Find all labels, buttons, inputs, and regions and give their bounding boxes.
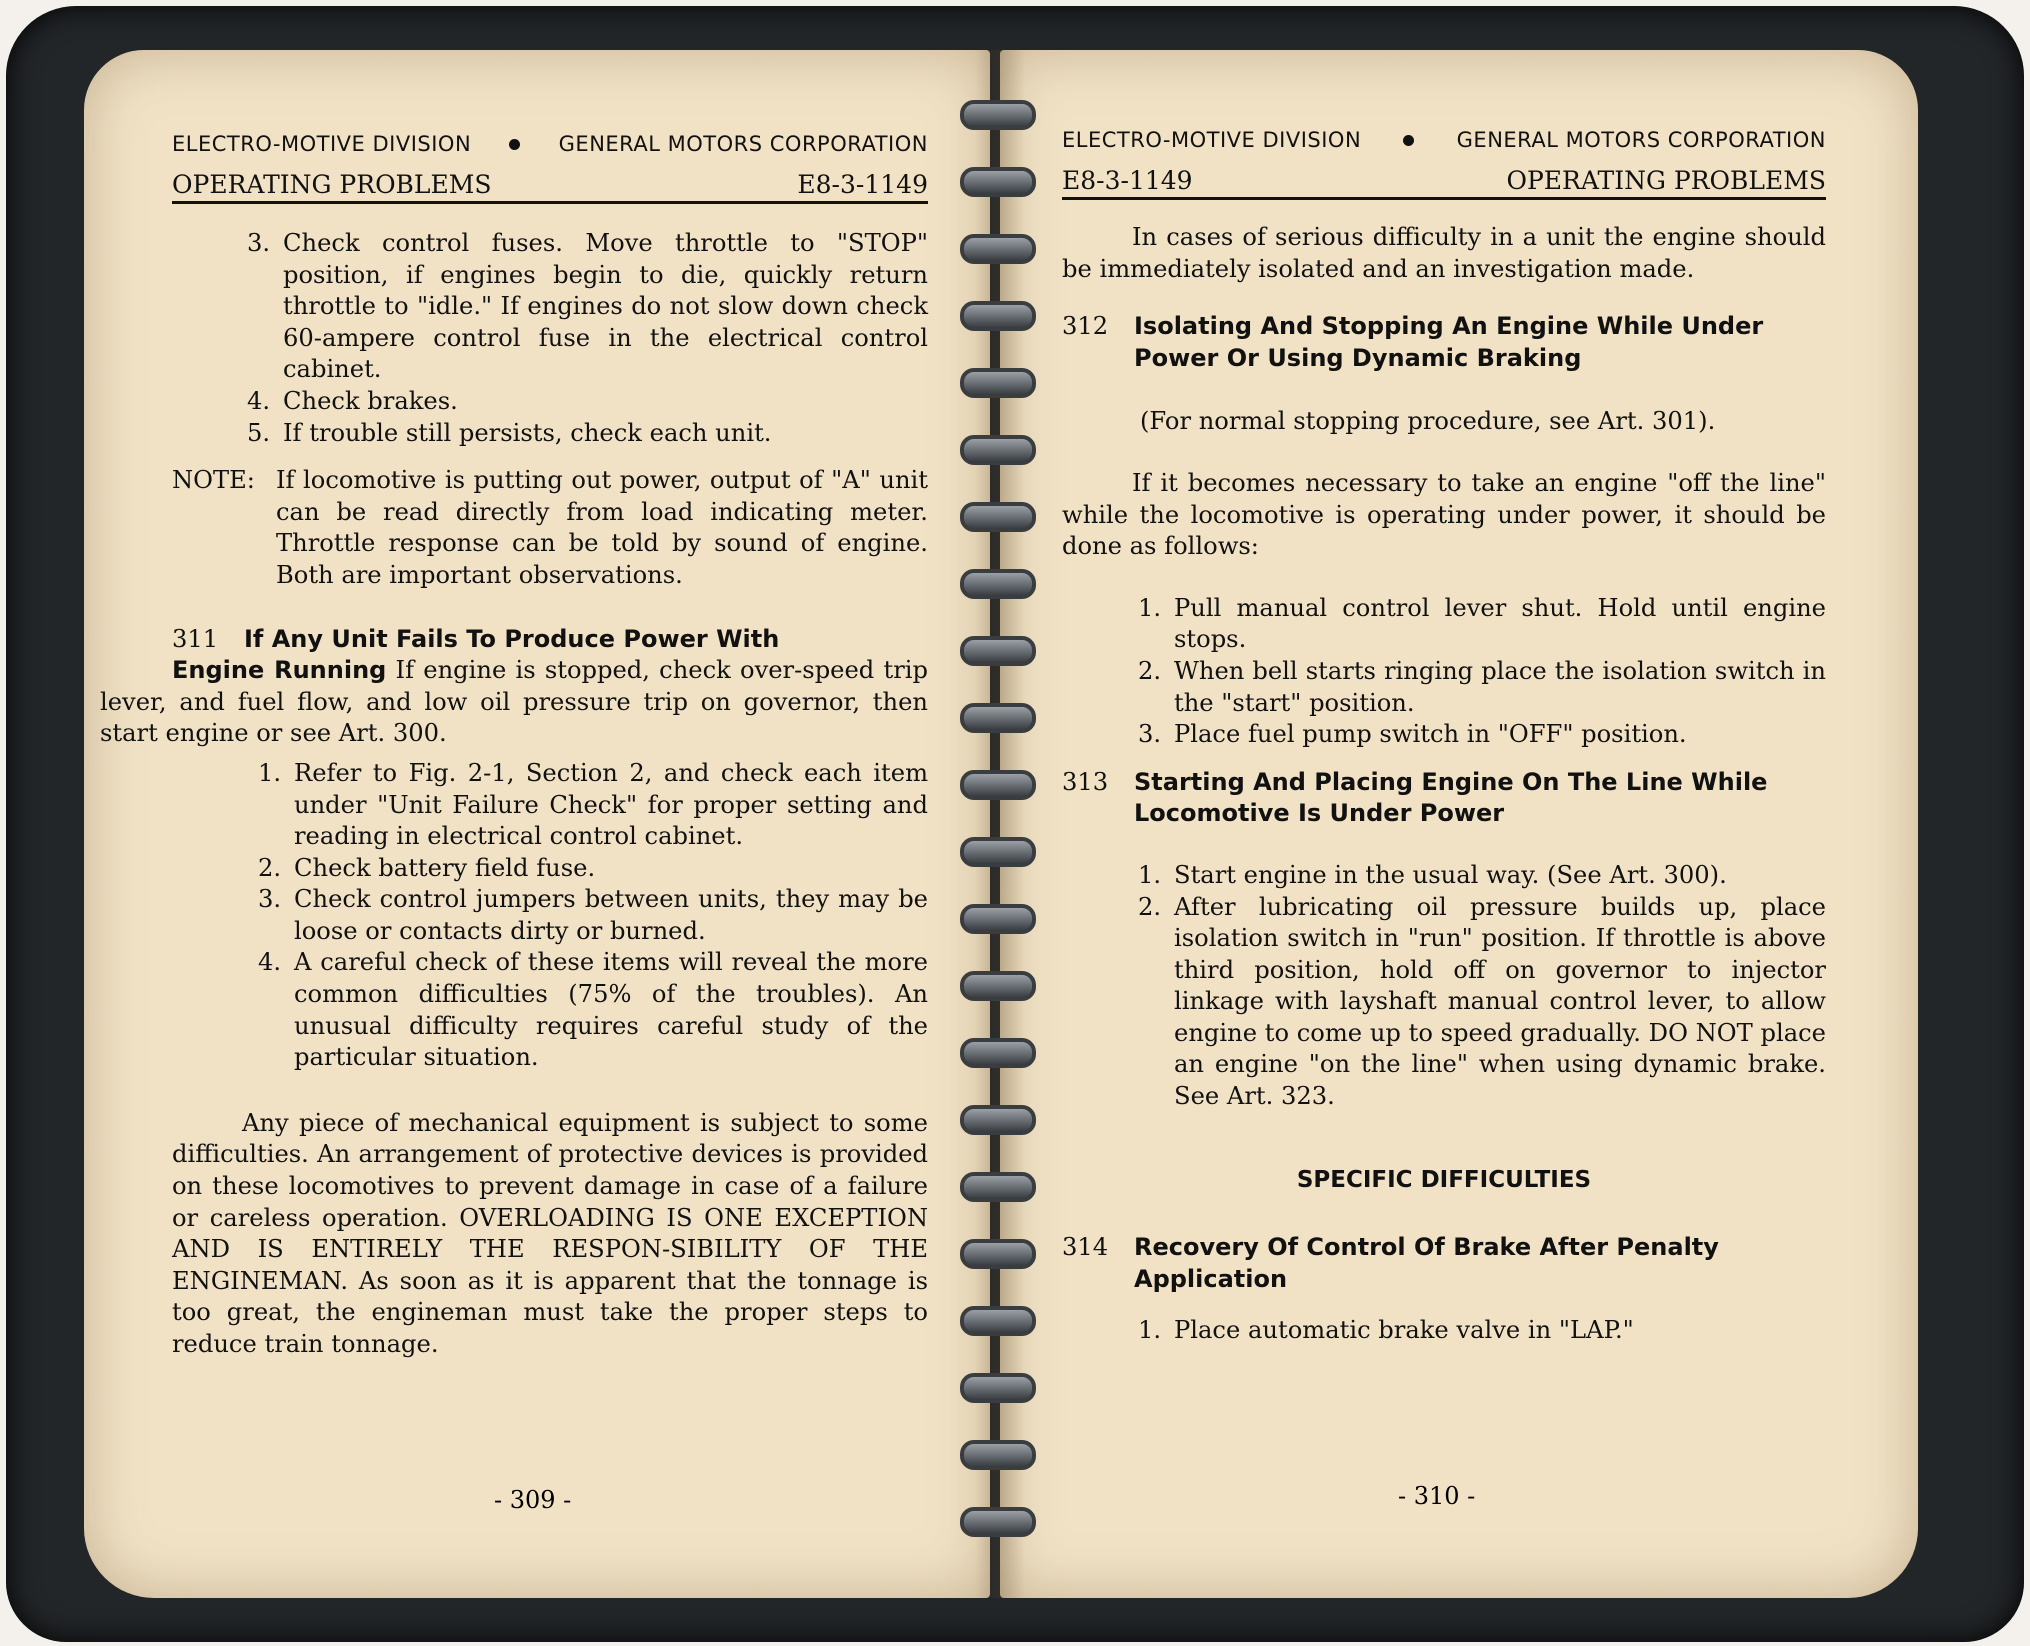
list-item: 3. Place fuel pump switch in "OFF" position. (1138, 720, 1687, 749)
left-running-header (172, 132, 928, 156)
spiral-coil (960, 301, 1036, 331)
list-item: 3. Check control fuses. Move throttle to "STOP" position, if engines begin to die, quickly return throttle to "idle." If engines do not slow down check 60-ampere control fuse in the electrical control cabinet. (247, 229, 928, 384)
left-page-content (100, 132, 928, 1361)
spiral-coil (960, 1105, 1036, 1135)
division-label: ELECTRO-MOTIVE DIVISION (1062, 128, 1362, 152)
list-item: 5. If trouble still persists, check each unit. (247, 418, 772, 447)
section-313-list (1062, 860, 1826, 1113)
spiral-coil (960, 1507, 1036, 1537)
spiral-coil (960, 703, 1036, 733)
document-code: E8-3-1149 (1062, 166, 1193, 195)
section-number: 311 (172, 624, 219, 653)
spiral-binding (960, 100, 1036, 1550)
right-section-header (1062, 166, 1826, 200)
left-top-list (172, 228, 928, 449)
note-text: If locomotive is putting out power, output of "A" unit can be read directly from load indicating meter. Throttle response can be told by sound of engine. Both are important observations. (276, 466, 928, 589)
list-item: 1. Refer to Fig. 2-1, Section 2, and check each item under "Unit Failure Check" for proper setting and reading in electrical control cabinet. (258, 758, 928, 851)
spiral-coil (960, 435, 1036, 465)
section-312 (1062, 311, 1826, 374)
spiral-coil (960, 1306, 1036, 1336)
left-page-number: - 309 - (494, 1486, 572, 1514)
spiral-coil (960, 1440, 1036, 1470)
section-311-text: Engine Running If engine is stopped, check over-speed trip lever, and fuel flow, and low oil pressure trip on governor, then start engine or see Art. 300. (100, 656, 928, 748)
list-item: 2. After lubricating oil pressure builds up, place isolation switch in "run" position. If throttle is above third position, hold off on governor to injector linkage with layshaft manual control lever, to allow engine to come up to speed gradually. DO NOT place an engine "on the line" when using dynamic brake. See Art. 323. (1138, 892, 1826, 1111)
list-item: 1. Place automatic brake valve in "LAP." (1138, 1316, 1634, 1345)
spiral-coil (960, 904, 1036, 934)
spiral-coil (960, 837, 1036, 867)
section-heading: If Any Unit Fails To Produce Power With (244, 624, 780, 653)
bullet-dot (509, 139, 520, 150)
section-number: 312 (1062, 312, 1109, 341)
spiral-coil (960, 569, 1036, 599)
spiral-coil (960, 234, 1036, 264)
spiral-coil (960, 502, 1036, 532)
intro-paragraph: In cases of serious difficulty in a unit the engine should be immediately isolated and an investigation made. (1062, 223, 1826, 283)
section-312-text: If it becomes necessary to take an engine "off the line" while the locomotive is operating under power, it should be done as follows: (1062, 468, 1826, 561)
spiral-coil (960, 1038, 1036, 1068)
section-title: OPERATING PROBLEMS (1506, 166, 1826, 195)
spiral-coil (960, 971, 1036, 1001)
spiral-coil (960, 167, 1036, 197)
section-heading: Recovery Of Control Of Brake After Penalty Application (1134, 1233, 1719, 1293)
list-item: 3. Check control jumpers between units, they may be loose or contacts dirty or burned. (258, 885, 928, 945)
section-312-reference: (For normal stopping procedure, see Art. 301). (1140, 407, 1716, 436)
section-heading: Isolating And Stopping An Engine While Under Power Or Using Dynamic Braking (1134, 312, 1764, 372)
division-label: ELECTRO-MOTIVE DIVISION (172, 132, 472, 156)
note-label: NOTE: (172, 466, 255, 495)
list-item: 1. Start engine in the usual way. (See Art. 300). (1138, 860, 1727, 889)
specific-difficulties-heading: SPECIFIC DIFFICULTIES (1296, 1166, 1592, 1193)
list-item: 2. Check battery field fuse. (258, 853, 596, 882)
spiral-coil (960, 1172, 1036, 1202)
closing-paragraph: Any piece of mechanical equipment is subject to some difficulties. An arrangement of protective devices is provided on these locomotives to prevent damage in case of a failure or careless operation. OVERLOADING IS ONE EXCEPTION AND IS ENTIRELY THE RESPON-SIBILITY OF THE ENGINEMAN. As soon as it is apparent that the tonnage is too great, the engineman must take the proper steps to reduce train tonnage. (172, 1108, 928, 1358)
bullet-dot (1403, 135, 1414, 146)
section-314 (1062, 1232, 1826, 1295)
section-311-list (172, 758, 928, 1074)
spiral-coil (960, 1239, 1036, 1269)
corporation-label: GENERAL MOTORS CORPORATION (558, 132, 928, 156)
list-item: 2. When bell starts ringing place the isolation switch in the "start" position. (1138, 656, 1826, 717)
section-number: 314 (1062, 1233, 1109, 1262)
section-title: OPERATING PROBLEMS (172, 170, 492, 199)
list-item: 4. Check brakes. (247, 386, 458, 415)
spiral-coil (960, 100, 1036, 130)
spiral-coil (960, 1373, 1036, 1403)
section-313 (1062, 767, 1826, 830)
section-314-list (1062, 1315, 1826, 1347)
list-item: 1. Pull manual control lever shut. Hold until engine stops. (1138, 593, 1826, 654)
list-item: 4. A careful check of these items will reveal the more common difficulties (75% of the troubles). An unusual difficulty requires careful study of the particular situation. (258, 948, 928, 1072)
spiral-coil (960, 368, 1036, 398)
corporation-label: GENERAL MOTORS CORPORATION (1456, 128, 1826, 152)
right-page-number: - 310 - (1398, 1482, 1476, 1510)
note-block (172, 465, 928, 591)
document-code: E8-3-1149 (797, 170, 928, 199)
spiral-coil (960, 636, 1036, 666)
right-running-header (1062, 128, 1826, 152)
spiral-coil (960, 770, 1036, 800)
right-page-content (1062, 128, 1826, 1347)
left-section-header (172, 170, 928, 204)
section-heading: Starting And Placing Engine On The Line While Locomotive Is Under Power (1134, 767, 1768, 828)
section-311 (100, 624, 928, 750)
section-312-list (1062, 593, 1826, 751)
section-number: 313 (1062, 767, 1109, 796)
